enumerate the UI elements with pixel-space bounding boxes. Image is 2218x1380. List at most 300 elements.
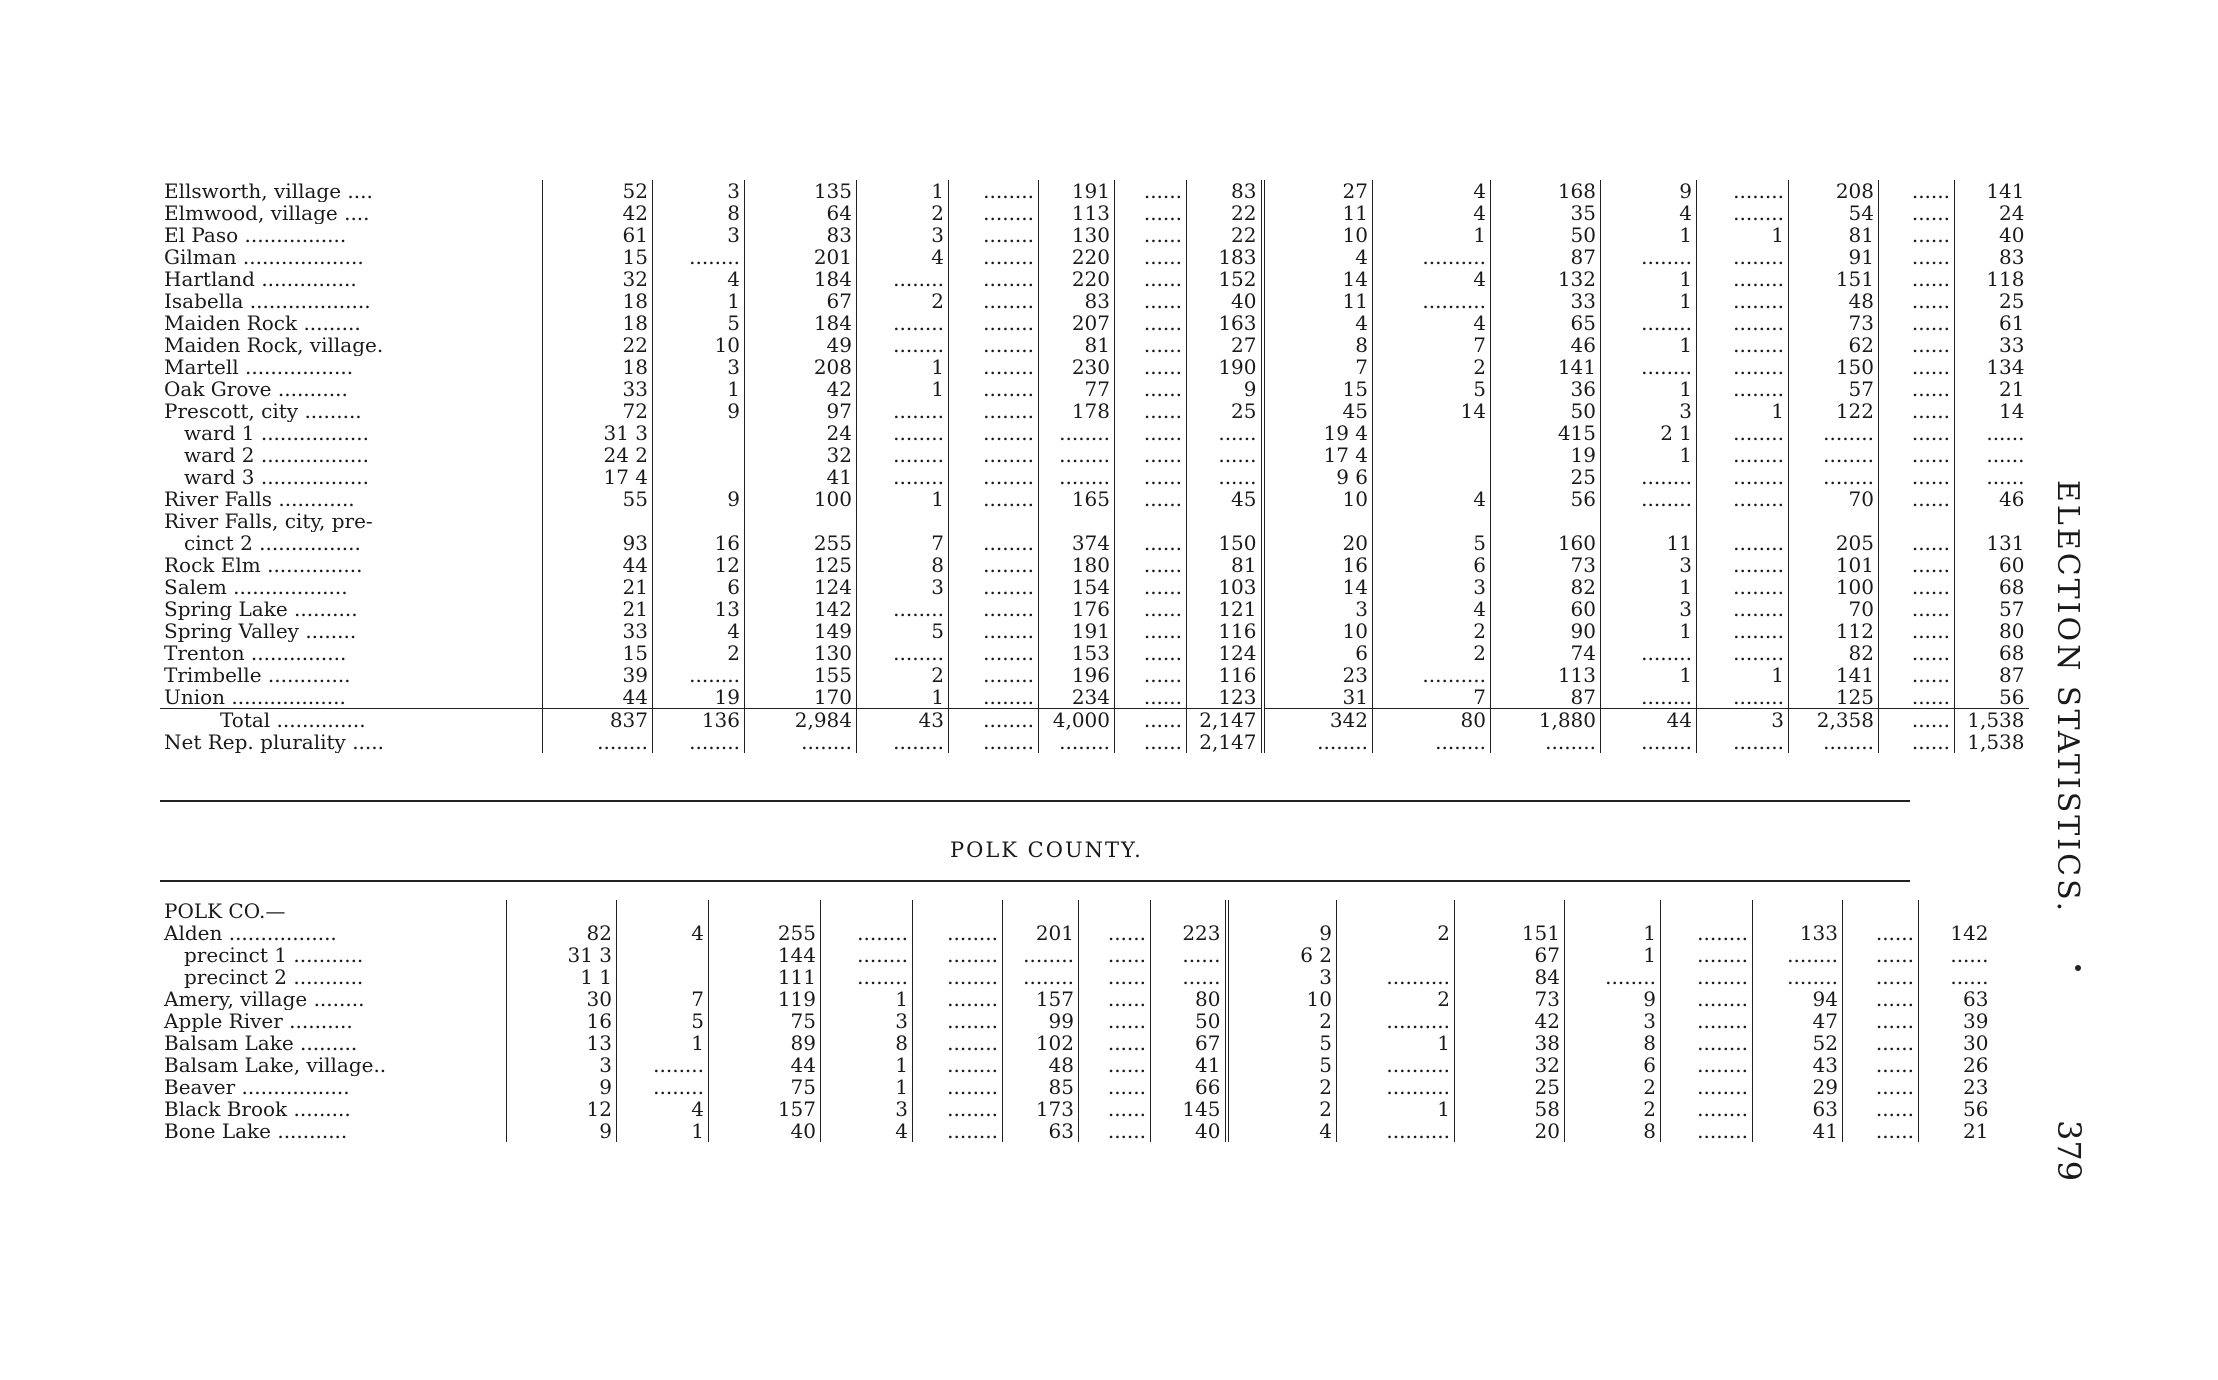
- table-cell: ........: [1565, 966, 1661, 988]
- table-cell: 2: [1337, 922, 1455, 944]
- table-cell: 113: [1039, 202, 1115, 224]
- table-cell: 2: [1373, 356, 1491, 378]
- table-row: [160, 1054, 1993, 1076]
- table-cell: 184: [745, 312, 857, 334]
- table-cell: ......: [1843, 1120, 1919, 1142]
- table-cell: 99: [1003, 1010, 1079, 1032]
- table-cell: 7: [617, 988, 709, 1010]
- table-cell: 9: [1227, 922, 1337, 944]
- table-cell: 9: [507, 1120, 617, 1142]
- table-cell: 1: [1601, 290, 1697, 312]
- table-cell: 32: [1455, 1054, 1565, 1076]
- table-cell: 3: [1227, 966, 1337, 988]
- table-cell: 5: [617, 1010, 709, 1032]
- table-cell: 230: [1039, 356, 1115, 378]
- table-cell: 121: [1187, 598, 1263, 620]
- table-cell: 155: [745, 664, 857, 686]
- table-cell: ........: [1601, 312, 1697, 334]
- table-cell: ........: [1753, 966, 1843, 988]
- table-cell: 12: [653, 554, 745, 576]
- table-cell: 83: [1039, 290, 1115, 312]
- table-cell: ........: [1789, 422, 1879, 444]
- table-cell: 3: [1601, 598, 1697, 620]
- table-cell: 68: [1955, 576, 2029, 598]
- table-cell: 62: [1789, 334, 1879, 356]
- table-cell: 1: [821, 988, 913, 1010]
- table-row: [160, 1098, 1993, 1120]
- table-cell: ........: [1697, 202, 1789, 224]
- table-cell: 9: [653, 488, 745, 510]
- table-cell: ......: [1115, 444, 1187, 466]
- table-cell: [1263, 510, 1373, 532]
- table-cell: 207: [1039, 312, 1115, 334]
- table-cell: 5: [1227, 1054, 1337, 1076]
- page-number: 379: [2050, 1120, 2088, 1182]
- table-cell: [1955, 510, 2029, 532]
- table-cell: 40: [1955, 224, 2029, 246]
- table-cell: 4: [1373, 488, 1491, 510]
- table-cell: 6: [653, 576, 745, 598]
- table-cell: 2: [1337, 988, 1455, 1010]
- table-cell: ........: [1039, 466, 1115, 488]
- table-cell: ........: [617, 1054, 709, 1076]
- table-cell: ........: [913, 1076, 1003, 1098]
- table-cell: ........: [1697, 422, 1789, 444]
- table-cell: 73: [1491, 554, 1601, 576]
- table-row: [160, 1010, 1993, 1032]
- table-cell: ........: [1601, 466, 1697, 488]
- table-cell: ........: [1661, 944, 1753, 966]
- table-cell: 2 1: [1601, 422, 1697, 444]
- table-cell: 45: [1263, 400, 1373, 422]
- table-cell: 25: [1955, 290, 2029, 312]
- table-cell: 124: [1187, 642, 1263, 664]
- table-cell: 25: [1491, 466, 1601, 488]
- table-cell: 3: [821, 1010, 913, 1032]
- table-cell: 16: [1263, 554, 1373, 576]
- table-cell: 4: [1373, 268, 1491, 290]
- row-label: POLK CO.—: [164, 900, 286, 922]
- table-cell: [1491, 510, 1601, 532]
- table-cell: ........: [1697, 268, 1789, 290]
- table-row: [160, 334, 2029, 356]
- table-cell: 118: [1955, 268, 2029, 290]
- table-cell: ........: [1697, 334, 1789, 356]
- table-cell: [1843, 900, 1919, 922]
- table-cell: ......: [1115, 466, 1187, 488]
- table-cell: ......: [1115, 290, 1187, 312]
- table-cell: 54: [1789, 202, 1879, 224]
- table-row: [160, 180, 2029, 202]
- table-cell: ........: [1697, 576, 1789, 598]
- table-cell: ........: [1601, 488, 1697, 510]
- table-cell: 5: [1227, 1032, 1337, 1054]
- table-cell: 191: [1039, 620, 1115, 642]
- table-cell: ......: [1079, 988, 1151, 1010]
- table-cell: 113: [1491, 664, 1601, 686]
- table-cell: ........: [949, 731, 1039, 753]
- table-cell: 100: [745, 488, 857, 510]
- table-cell: 8: [857, 554, 949, 576]
- table-cell: 68: [1955, 642, 2029, 664]
- table-cell: ......: [1879, 731, 1955, 753]
- table-cell: 1: [1601, 268, 1697, 290]
- table-row: [160, 944, 1993, 966]
- table-cell: ......: [1879, 576, 1955, 598]
- table-row: [160, 988, 1993, 1010]
- table-cell: 16: [653, 532, 745, 554]
- row-label: Maiden Rock, village.: [164, 334, 384, 356]
- table-cell: 8: [1565, 1032, 1661, 1054]
- table-cell: ........: [857, 642, 949, 664]
- table-cell: 82: [507, 922, 617, 944]
- table-cell: 223: [1151, 922, 1227, 944]
- table-cell: ......: [1919, 966, 1993, 988]
- table-cell: 23: [1263, 664, 1373, 686]
- table-cell: 4: [1373, 180, 1491, 202]
- table-row: [160, 422, 2029, 444]
- table-cell: ......: [1955, 422, 2029, 444]
- table-cell: 84: [1455, 966, 1565, 988]
- table-cell: [653, 466, 745, 488]
- table-cell: ........: [913, 966, 1003, 988]
- table-cell: ......: [1187, 422, 1263, 444]
- table-cell: ......: [1079, 922, 1151, 944]
- table-cell: 67: [745, 290, 857, 312]
- table-cell: ........: [1697, 312, 1789, 334]
- table-cell: 4: [617, 922, 709, 944]
- table-cell: 111: [709, 966, 821, 988]
- table-cell: 157: [1003, 988, 1079, 1010]
- table-cell: 32: [543, 268, 653, 290]
- table-cell: ......: [1115, 686, 1187, 709]
- row-label: Gilman ...................: [164, 246, 364, 268]
- table-cell: 33: [1491, 290, 1601, 312]
- table-cell: ........: [1697, 444, 1789, 466]
- table-cell: 63: [1919, 988, 1993, 1010]
- table-row: [160, 642, 2029, 664]
- table-cell: 20: [1263, 532, 1373, 554]
- table-cell: ........: [913, 1010, 1003, 1032]
- table-cell: 83: [745, 224, 857, 246]
- table-cell: 2: [653, 642, 745, 664]
- table-cell: ........: [913, 988, 1003, 1010]
- table-cell: ......: [1115, 246, 1187, 268]
- table-cell: ........: [949, 488, 1039, 510]
- table-cell: 3: [1697, 709, 1789, 732]
- table-cell: ......: [1879, 268, 1955, 290]
- table-cell: 90: [1491, 620, 1601, 642]
- table-cell: 10: [1263, 488, 1373, 510]
- table-cell: 39: [1919, 1010, 1993, 1032]
- table-cell: ........: [1039, 444, 1115, 466]
- table-cell: 1,538: [1955, 731, 2029, 753]
- table-cell: ........: [1373, 731, 1491, 753]
- table-cell: 73: [1789, 312, 1879, 334]
- table-row: [160, 966, 1993, 988]
- table-cell: ........: [913, 1032, 1003, 1054]
- table-cell: ........: [857, 268, 949, 290]
- table-cell: 55: [543, 488, 653, 510]
- table-cell: 374: [1039, 532, 1115, 554]
- table-cell: 22: [1187, 202, 1263, 224]
- table-cell: [857, 510, 949, 532]
- table-cell: 178: [1039, 400, 1115, 422]
- row-label: Elmwood, village ....: [164, 202, 370, 224]
- table-cell: 150: [1789, 356, 1879, 378]
- table-cell: 3: [1373, 576, 1491, 598]
- table-cell: 56: [1919, 1098, 1993, 1120]
- table-cell: 5: [857, 620, 949, 642]
- table-cell: ........: [1789, 731, 1879, 753]
- table-cell: 2: [857, 664, 949, 686]
- table-cell: 142: [745, 598, 857, 620]
- table-cell: 1: [617, 1120, 709, 1142]
- table-cell: ......: [1879, 466, 1955, 488]
- table-cell: [653, 510, 745, 532]
- table-cell: 67: [1151, 1032, 1227, 1054]
- table-cell: 6: [1565, 1054, 1661, 1076]
- table-cell: ........: [1697, 554, 1789, 576]
- table-cell: 18: [543, 290, 653, 312]
- table-cell: [1753, 900, 1843, 922]
- table-cell: 9 6: [1263, 466, 1373, 488]
- table-cell: ........: [913, 1098, 1003, 1120]
- table-cell: 9: [653, 400, 745, 422]
- table-cell: 22: [1187, 224, 1263, 246]
- table-cell: ........: [913, 944, 1003, 966]
- table-cell: 208: [1789, 180, 1879, 202]
- table-cell: 184: [745, 268, 857, 290]
- table-cell: ..........: [1337, 966, 1455, 988]
- table-cell: 80: [1373, 709, 1491, 732]
- table-cell: 22: [543, 334, 653, 356]
- table-row: [160, 1120, 1993, 1142]
- table-cell: 1: [857, 488, 949, 510]
- table-cell: 4: [821, 1120, 913, 1142]
- table-cell: ......: [1879, 290, 1955, 312]
- table-cell: 40: [1151, 1120, 1227, 1142]
- table-cell: ........: [949, 378, 1039, 400]
- table-cell: 20: [1455, 1120, 1565, 1142]
- table-cell: 43: [857, 709, 949, 732]
- table-cell: 9: [1565, 988, 1661, 1010]
- table-cell: ........: [1003, 944, 1079, 966]
- table-cell: 125: [745, 554, 857, 576]
- table-cell: [1337, 944, 1455, 966]
- table-cell: ......: [1079, 944, 1151, 966]
- table-cell: 21: [1919, 1120, 1993, 1142]
- table-cell: 49: [745, 334, 857, 356]
- table-cell: 1: [821, 1054, 913, 1076]
- table-cell: ......: [1843, 966, 1919, 988]
- table-cell: ......: [1115, 202, 1187, 224]
- table-cell: [617, 966, 709, 988]
- table-cell: ........: [1003, 966, 1079, 988]
- table-cell: ........: [653, 664, 745, 686]
- table-cell: 151: [1455, 922, 1565, 944]
- table-cell: 67: [1455, 944, 1565, 966]
- table-cell: 1: [857, 356, 949, 378]
- table-cell: [1079, 900, 1151, 922]
- table-cell: 141: [1789, 664, 1879, 686]
- table-cell: 14: [1955, 400, 2029, 422]
- table-cell: ......: [1879, 422, 1955, 444]
- table-cell: 83: [1187, 180, 1263, 202]
- table-cell: ........: [949, 180, 1039, 202]
- table-cell: 42: [1455, 1010, 1565, 1032]
- table-cell: 16: [507, 1010, 617, 1032]
- table-cell: ........: [949, 576, 1039, 598]
- table-cell: 3: [1601, 400, 1697, 422]
- table-cell: 39: [543, 664, 653, 686]
- table-cell: 1,880: [1491, 709, 1601, 732]
- table-cell: 50: [1491, 400, 1601, 422]
- table-cell: 3: [653, 180, 745, 202]
- table-cell: [1227, 900, 1337, 922]
- table-cell: 42: [745, 378, 857, 400]
- table-cell: 153: [1039, 642, 1115, 664]
- table-cell: 47: [1753, 1010, 1843, 1032]
- table-cell: 9: [1601, 180, 1697, 202]
- table-cell: 11: [1263, 290, 1373, 312]
- table-cell: 2: [857, 202, 949, 224]
- table-cell: 24: [1955, 202, 2029, 224]
- table-cell: 56: [1955, 686, 2029, 709]
- table-cell: 4: [1263, 312, 1373, 334]
- table-cell: [1373, 510, 1491, 532]
- table-cell: 8: [653, 202, 745, 224]
- table-cell: ........: [949, 598, 1039, 620]
- table-cell: ........: [1697, 620, 1789, 642]
- table-row: [160, 709, 2029, 732]
- table-cell: 142: [1919, 922, 1993, 944]
- table-cell: 52: [1753, 1032, 1843, 1054]
- table-cell: ........: [543, 731, 653, 753]
- table-cell: ......: [1115, 422, 1187, 444]
- election-table-top: [160, 180, 2029, 753]
- table-cell: 91: [1789, 246, 1879, 268]
- table-cell: [543, 510, 653, 532]
- table-cell: 50: [1491, 224, 1601, 246]
- table-cell: ........: [949, 268, 1039, 290]
- margin-dot: [2075, 965, 2081, 971]
- table-cell: 52: [543, 180, 653, 202]
- table-cell: [821, 900, 913, 922]
- table-cell: ......: [1919, 944, 1993, 966]
- table-cell: ........: [949, 444, 1039, 466]
- table-cell: ........: [1697, 356, 1789, 378]
- table-cell: [1115, 510, 1187, 532]
- table-cell: 1,538: [1955, 709, 2029, 732]
- table-cell: 103: [1187, 576, 1263, 598]
- table-row: [160, 1076, 1993, 1098]
- table-cell: [1455, 900, 1565, 922]
- table-cell: 100: [1789, 576, 1879, 598]
- table-cell: ........: [913, 922, 1003, 944]
- table-cell: ........: [949, 686, 1039, 709]
- table-cell: 173: [1003, 1098, 1079, 1120]
- table-cell: 15: [1263, 378, 1373, 400]
- table-cell: ......: [1115, 488, 1187, 510]
- table-cell: [1039, 510, 1115, 532]
- table-cell: 23: [1919, 1076, 1993, 1098]
- table-cell: 63: [1753, 1098, 1843, 1120]
- table-cell: [1697, 510, 1789, 532]
- table-cell: 122: [1789, 400, 1879, 422]
- table-cell: 19: [1491, 444, 1601, 466]
- table-cell: 190: [1187, 356, 1263, 378]
- table-cell: ........: [745, 731, 857, 753]
- table-cell: 1: [1337, 1032, 1455, 1054]
- table-cell: ......: [1879, 444, 1955, 466]
- table-cell: 94: [1753, 988, 1843, 1010]
- table-cell: 150: [1187, 532, 1263, 554]
- table-cell: ......: [1079, 1032, 1151, 1054]
- table-cell: ......: [1843, 1032, 1919, 1054]
- table-cell: 201: [1003, 922, 1079, 944]
- table-cell: 31 3: [543, 422, 653, 444]
- table-cell: 19: [653, 686, 745, 709]
- table-cell: 2,147: [1187, 731, 1263, 753]
- table-cell: [1661, 900, 1753, 922]
- table-cell: 41: [1753, 1120, 1843, 1142]
- table-cell: ........: [1697, 488, 1789, 510]
- table-cell: 75: [709, 1010, 821, 1032]
- table-cell: 81: [1039, 334, 1115, 356]
- table-cell: 14: [1373, 400, 1491, 422]
- table-cell: ..........: [1373, 664, 1491, 686]
- table-cell: ........: [653, 731, 745, 753]
- table-cell: ......: [1115, 576, 1187, 598]
- table-cell: 87: [1491, 686, 1601, 709]
- table-cell: 70: [1789, 488, 1879, 510]
- row-label: Balsam Lake .........: [164, 1032, 358, 1054]
- table-cell: ........: [1263, 731, 1373, 753]
- table-cell: ......: [1115, 224, 1187, 246]
- table-cell: 31 3: [507, 944, 617, 966]
- table-cell: 1: [653, 290, 745, 312]
- table-cell: 4: [653, 268, 745, 290]
- table-cell: 83: [1955, 246, 2029, 268]
- table-cell: ..........: [1337, 1076, 1455, 1098]
- table-cell: 124: [745, 576, 857, 598]
- table-cell: ........: [949, 422, 1039, 444]
- table-cell: 31: [1263, 686, 1373, 709]
- table-cell: ......: [1879, 246, 1955, 268]
- table-cell: 35: [1491, 202, 1601, 224]
- table-cell: ........: [1697, 180, 1789, 202]
- table-cell: 17 4: [543, 466, 653, 488]
- row-label: Apple River ..........: [164, 1010, 353, 1032]
- table-cell: ........: [949, 224, 1039, 246]
- row-label: Balsam Lake, village..: [164, 1054, 387, 1076]
- table-cell: 60: [1491, 598, 1601, 620]
- table-cell: 82: [1789, 642, 1879, 664]
- table-cell: ........: [949, 554, 1039, 576]
- table-cell: ......: [1843, 922, 1919, 944]
- row-label: precinct 1 ...........: [184, 944, 364, 966]
- table-cell: 4: [857, 246, 949, 268]
- table-cell: ......: [1843, 1098, 1919, 1120]
- table-cell: ......: [1955, 466, 2029, 488]
- table-cell: 132: [1491, 268, 1601, 290]
- table-cell: 201: [745, 246, 857, 268]
- table-cell: 19 4: [1263, 422, 1373, 444]
- table-cell: 3: [857, 576, 949, 598]
- table-row: [160, 510, 2029, 532]
- row-label: Oak Grove ...........: [164, 378, 348, 400]
